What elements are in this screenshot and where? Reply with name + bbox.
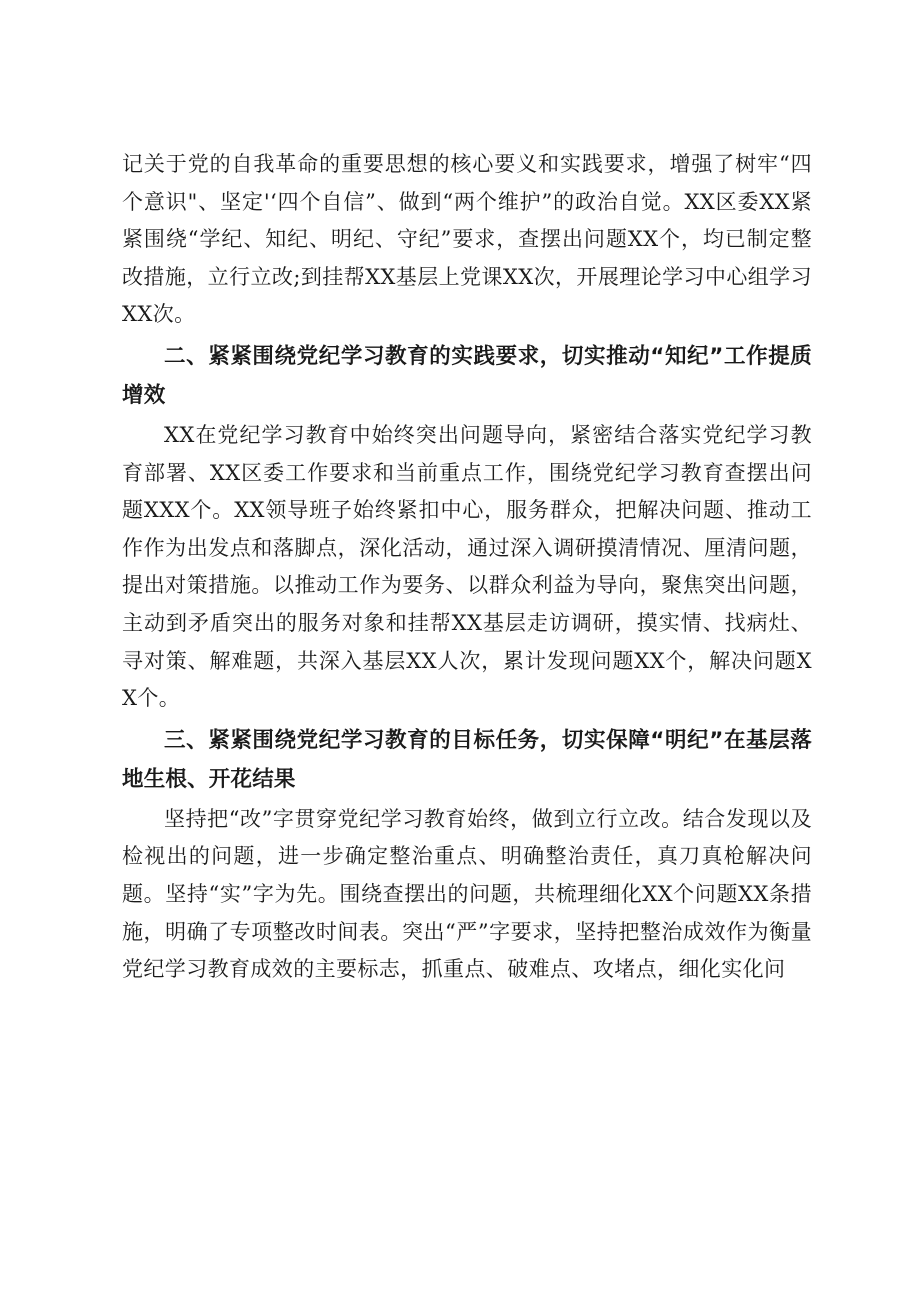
section-body-3: 坚持把“改”字贯穿党纪学习教育始终，做到立行立改。结合发现以及检视出的问题，进一步确定整治重点、明确整治责任，真刀真枪解决问题。坚持“实”字为先。围绕查摆出的问题，共梳理细化XX个问题XX条措施，明确了专项整改时间表。突出“严”字要求，坚持把整治成效作为衡量党纪学习教育成效的主要标志，抓重点、破难点、攻堵点，细化实化问 — [122, 806, 812, 982]
section-body-2: XX在党纪学习教育中始终突出问题导向，紧密结合落实党纪学习教育部署、XX区委工作要求和当前重点工作，围绕党纪学习教育查摆出问题XXX个。XX领导班子始终紧扣中心，服务群众，把解决问题、推动工作作为出发点和落脚点，深化活动，通过深入调研摸清情况、厘清问题，提出对策措施。以推动工作为要务、以群众利益为导向，聚焦突出问题，主动到矛盾突出的服务对象和挂帮XX基层走访调研，摸实情、找病灶、寻对策、解难题，共深入基层XX人次，累计发现问题XX个，解决问题XX个。 — [122, 422, 812, 711]
section-heading-2: 二、紧紧围绕党纪学习教育的实践要求，切实推动“知纪”工作提质增效 — [122, 343, 812, 408]
section-heading-3: 三、紧紧围绕党纪学习教育的目标任务，切实保障“明纪”在基层落地生根、开花结果 — [122, 727, 812, 792]
continuation-paragraph: 记关于党的自我革命的重要思想的核心要义和实践要求，增强了树牢“四个意识"、坚定'‘四个自信”、做到“两个维护”的政治自觉。XX区委XX紧紧围绕“学纪、知纪、明纪、守纪”要求，查摆出问题XX个，均已制定整改措施，立行立改;到挂帮XX基层上党课XX次，开展理论学习中心组学习XX次。 — [122, 152, 812, 327]
document-body — [122, 146, 812, 989]
